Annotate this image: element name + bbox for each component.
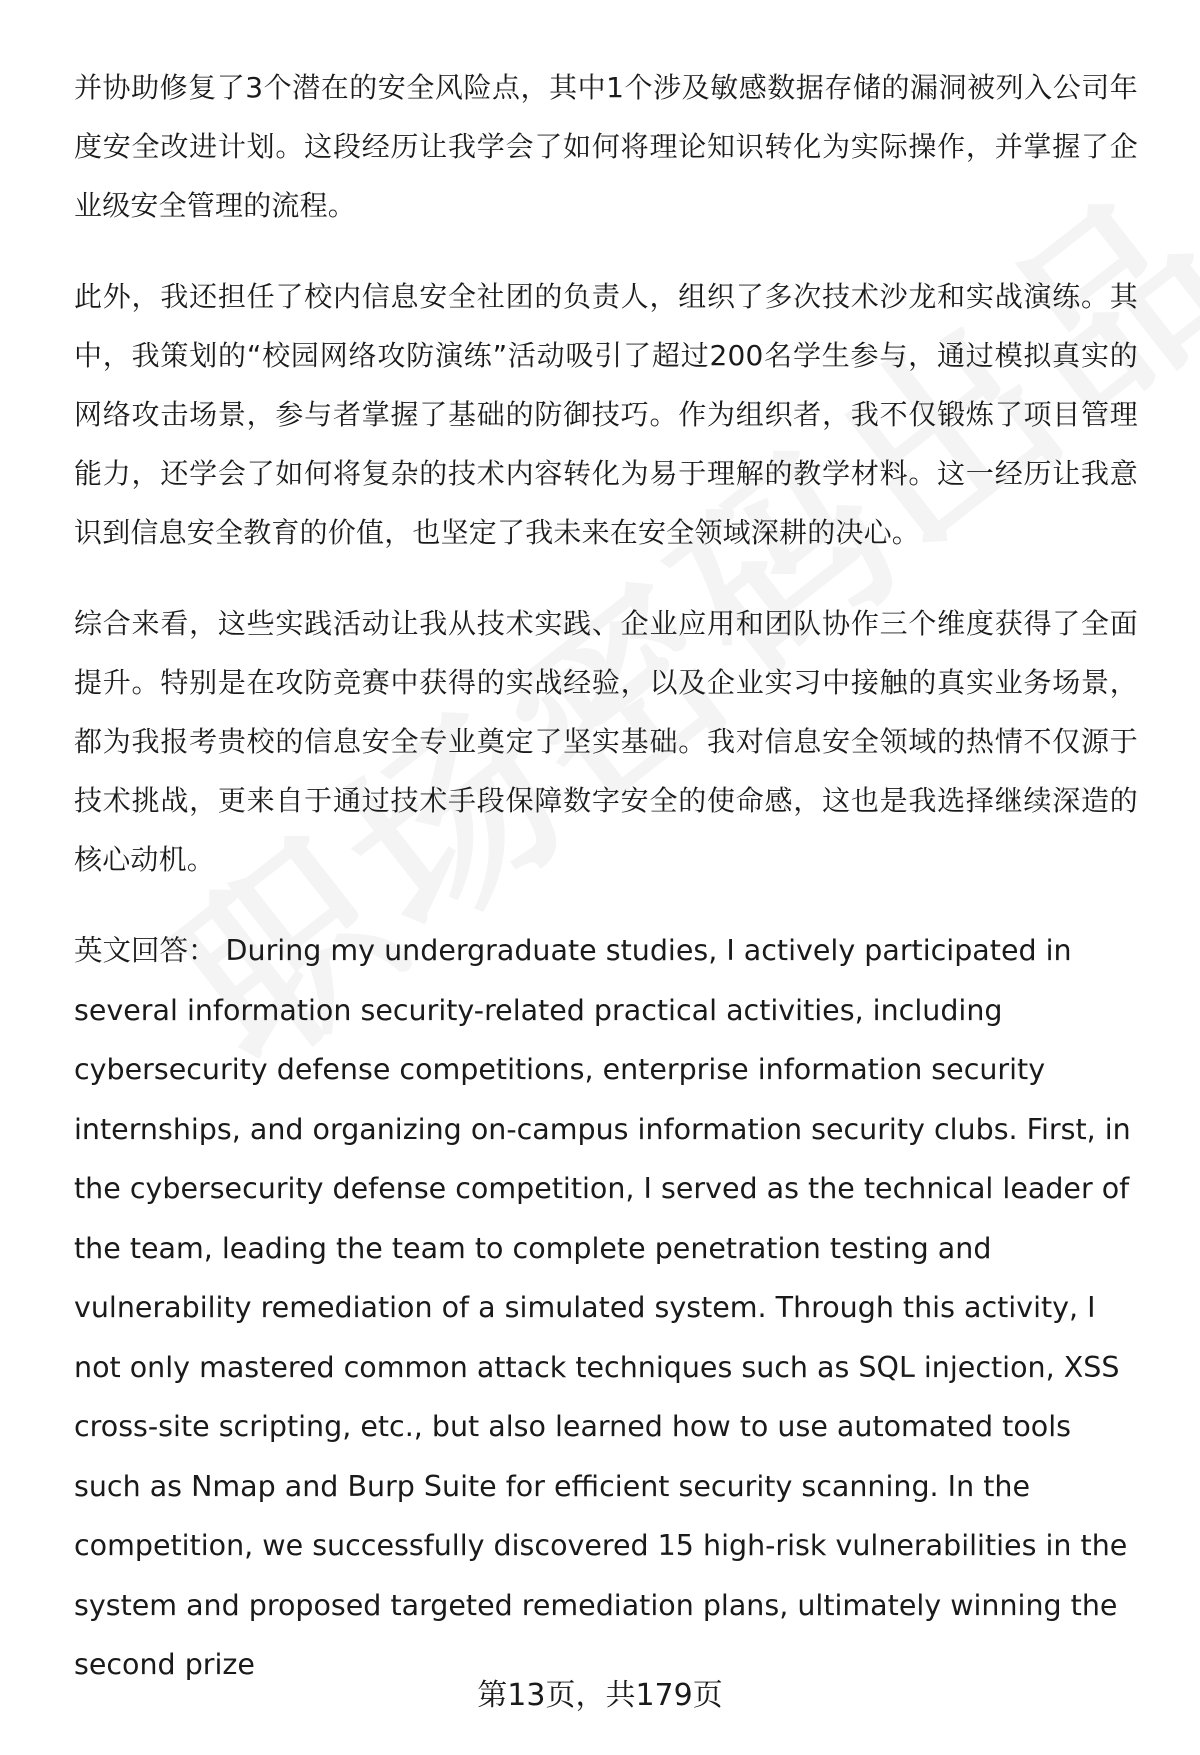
page-number-footer: 第13页，共179页 bbox=[477, 1678, 723, 1713]
paragraph-internship-result: 并协助修复了3个潜在的安全风险点，其中1个涉及敏感数据存储的漏洞被列入公司年度安全改进计划。这段经历让我学会了如何将理论知识转化为实际操作，并掌握了企业级安全管理的流程。 bbox=[74, 71, 1138, 222]
paragraph-security-club: 此外，我还担任了校内信息安全社团的负责人，组织了多次技术沙龙和实战演练。其中，我策划的“校园网络攻防演练”活动吸引了超过200名学生参与，通过模拟真实的网络攻击场景，参与者掌握了基础的防御技巧。作为组织者，我不仅锻炼了项目管理能力，还学会了如何将复杂的技术内容转化为易于理解的教学材料。这一经历让我意识到信息安全教育的价值，也坚定了我未来在安全领域深耕的决心。 bbox=[74, 280, 1138, 549]
paragraph-english-answer: 英文回答： During my undergraduate studies, I actively participated in several information security-related practical activities, including cybersecurity defense competitions, enterprise information security internships, and organizing on-campus information security clubs. First, in the cybersecurity defense competition, I served as the technical leader of the team, leading the team to complete penetration testing and vulnerability remediation of a simulated system. Through this activity, I not only mastered common attack techniques such as SQL injection, XSS cross-site scripting, etc., but also learned how to use automated tools such as Nmap and Burp Suite for efficient security scanning. In the competition, we successfully discovered 15 high-risk vulnerabilities in the system and proposed targeted remediation plans, ultimately winning the second prize bbox=[74, 934, 1131, 1681]
paragraph-summary: 综合来看，这些实践活动让我从技术实践、企业应用和团队协作三个维度获得了全面提升。特别是在攻防竞赛中获得的实战经验，以及企业实习中接触的真实业务场景，都为我报考贵校的信息安全专业奠定了坚实基础。我对信息安全领域的热情不仅源于技术挑战，更来自于通过技术手段保障数字安全的使命感，这也是我选择继续深造的核心动机。 bbox=[74, 607, 1138, 876]
